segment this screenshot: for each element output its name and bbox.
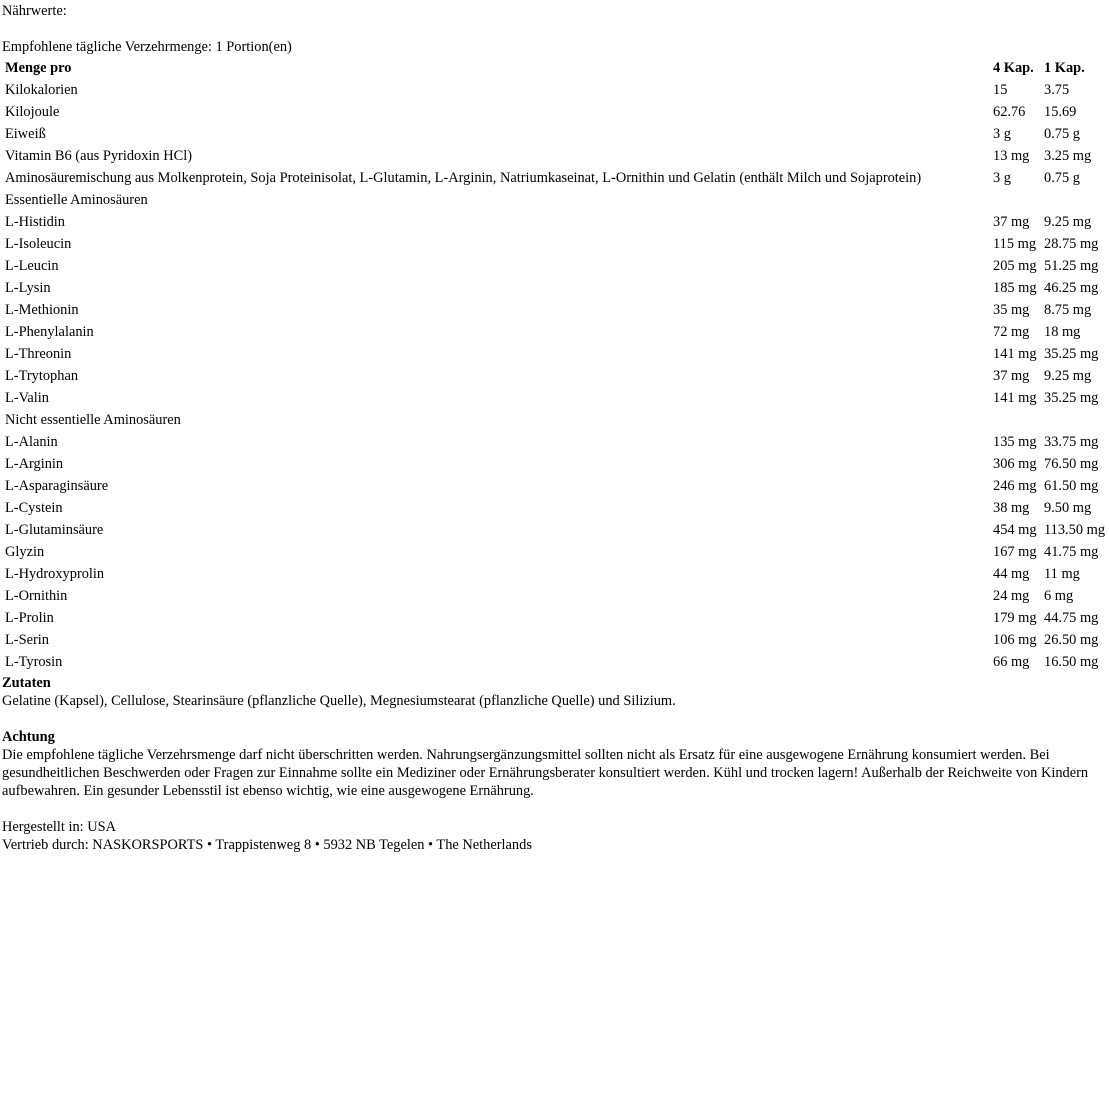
warning-title: Achtung <box>2 729 55 745</box>
nutrient-name: L-Cystein <box>5 500 63 516</box>
value-4-caps: 141 mg <box>993 346 1037 362</box>
ingredients-section <box>2 674 1107 710</box>
table-row <box>4 168 1107 188</box>
value-1-cap: 3.75 <box>1044 82 1070 98</box>
value-4-caps <box>992 410 1041 430</box>
table-row <box>4 366 1107 386</box>
value-4-caps: 38 mg <box>993 500 1030 516</box>
value-1-cap: 16.50 mg <box>1044 654 1099 670</box>
table-row <box>4 388 1107 408</box>
nutrient-name: L-Isoleucin <box>5 236 72 252</box>
table-row <box>4 190 1107 210</box>
value-4-caps: 24 mg <box>993 588 1030 604</box>
value-1-cap <box>1043 410 1107 430</box>
header-1-cap: 1 Kap. <box>1044 60 1085 76</box>
footer-section <box>2 818 1107 854</box>
nutrient-name: Essentielle Aminosäuren <box>5 192 148 208</box>
table-row <box>4 476 1107 496</box>
nutrition-heading: Nährwerte: <box>2 3 67 19</box>
value-1-cap: 8.75 mg <box>1044 302 1092 318</box>
value-4-caps: 141 mg <box>993 390 1037 406</box>
value-1-cap: 9.50 mg <box>1044 500 1092 516</box>
nutrient-name: L-Trytophan <box>5 368 79 384</box>
value-4-caps: 106 mg <box>993 632 1037 648</box>
table-row <box>4 344 1107 364</box>
nutrient-name: L-Leucin <box>5 258 59 274</box>
value-1-cap: 46.25 mg <box>1044 280 1099 296</box>
table-row <box>4 410 1107 430</box>
warning-section <box>2 728 1107 800</box>
value-1-cap: 41.75 mg <box>1044 544 1099 560</box>
spacer <box>2 710 1107 728</box>
value-4-caps: 35 mg <box>993 302 1030 318</box>
table-row <box>4 146 1107 166</box>
nutrient-name: Vitamin B6 (aus Pyridoxin HCl) <box>5 148 193 164</box>
value-4-caps <box>992 190 1041 210</box>
value-1-cap: 9.25 mg <box>1044 368 1092 384</box>
serving-size: Empfohlene tägliche Verzehrmenge: 1 Portion(en) <box>2 39 292 55</box>
table-row <box>4 542 1107 562</box>
value-1-cap: 15.69 <box>1044 104 1077 120</box>
nutrient-name: Kilokalorien <box>5 82 78 98</box>
header-4-caps: 4 Kap. <box>993 60 1034 76</box>
nutrient-name: L-Ornithin <box>5 588 68 604</box>
nutrient-name: L-Hydroxyprolin <box>5 566 105 582</box>
table-row <box>4 234 1107 254</box>
table-row <box>4 564 1107 584</box>
value-1-cap: 35.25 mg <box>1044 390 1099 406</box>
nutrient-name: L-Phenylalanin <box>5 324 94 340</box>
value-4-caps: 167 mg <box>993 544 1037 560</box>
table-row <box>4 432 1107 452</box>
value-4-caps: 66 mg <box>993 654 1030 670</box>
value-1-cap: 33.75 mg <box>1044 434 1099 450</box>
value-1-cap: 0.75 g <box>1044 126 1080 142</box>
table-header-row <box>4 58 1107 78</box>
value-1-cap: 26.50 mg <box>1044 632 1099 648</box>
value-4-caps: 62.76 <box>993 104 1026 120</box>
value-1-cap: 51.25 mg <box>1044 258 1099 274</box>
nutrient-name: L-Methionin <box>5 302 79 318</box>
value-4-caps: 13 mg <box>993 148 1030 164</box>
table-row <box>4 322 1107 342</box>
nutrient-name: L-Asparaginsäure <box>5 478 109 494</box>
nutrient-name: Kilojoule <box>5 104 60 120</box>
nutrition-table <box>2 56 1109 674</box>
table-row <box>4 212 1107 232</box>
value-1-cap: 28.75 mg <box>1044 236 1099 252</box>
value-1-cap: 6 mg <box>1044 588 1074 604</box>
table-body <box>4 80 1107 672</box>
nutrient-name: L-Tyrosin <box>5 654 63 670</box>
table-row <box>4 630 1107 650</box>
table-row <box>4 300 1107 320</box>
made-in: Hergestellt in: USA <box>2 819 117 835</box>
value-1-cap: 0.75 g <box>1044 170 1080 186</box>
value-4-caps: 115 mg <box>993 236 1037 252</box>
nutrient-name: L-Serin <box>5 632 49 648</box>
nutrient-name: L-Arginin <box>5 456 64 472</box>
spacer <box>2 800 1107 818</box>
value-1-cap: 3.25 mg <box>1044 148 1092 164</box>
value-4-caps: 3 g <box>993 126 1011 142</box>
value-4-caps: 306 mg <box>993 456 1037 472</box>
distributor: Vertrieb durch: NASKORSPORTS • Trappistenweg 8 • 5932 NB Tegelen • The Netherlands <box>2 837 532 853</box>
ingredients-title: Zutaten <box>2 675 51 691</box>
value-1-cap: 18 mg <box>1044 324 1081 340</box>
value-1-cap: 9.25 mg <box>1044 214 1092 230</box>
warning-text: Die empfohlene tägliche Verzehrsmenge darf nicht überschritten werden. Nahrungsergänzungsmittel sollten nicht als Ersatz für eine ausgewogene Ernährung konsumiert werden. Bei gesundheitlichen Beschwerden oder Fragen zur Einnahme sollte ein Mediziner oder Ernährungsberater konsultiert werden. Kühl und trocken lagern! Außerhalb der Reichweite von Kindern aufbewahren. Ein gesunder Lebensstil ist ebenso wichtig, wie eine ausgewogene Ernährung. <box>2 747 1089 799</box>
nutrient-name: Eiweiß <box>5 126 46 142</box>
nutrient-name: L-Lysin <box>5 280 51 296</box>
value-4-caps: 37 mg <box>993 368 1030 384</box>
value-4-caps: 3 g <box>993 170 1011 186</box>
value-4-caps: 44 mg <box>993 566 1030 582</box>
nutrient-name: L-Alanin <box>5 434 58 450</box>
value-1-cap <box>1043 190 1107 210</box>
table-row <box>4 124 1107 144</box>
nutrient-name: Nicht essentielle Aminosäuren <box>5 412 181 428</box>
value-1-cap: 113.50 mg <box>1044 522 1106 538</box>
nutrient-name: Aminosäuremischung aus Molkenprotein, Soja Proteinisolat, L-Glutamin, L-Arginin, Natriumkaseinat, L-Ornithin und Gelatin (enthält Milch und Sojaprotein) <box>5 170 922 186</box>
nutrient-name: L-Prolin <box>5 610 54 626</box>
table-row <box>4 608 1107 628</box>
value-4-caps: 185 mg <box>993 280 1037 296</box>
nutrient-name: L-Valin <box>5 390 49 406</box>
value-1-cap: 44.75 mg <box>1044 610 1099 626</box>
nutrient-name: L-Threonin <box>5 346 72 362</box>
table-row <box>4 278 1107 298</box>
table-row <box>4 498 1107 518</box>
table-row <box>4 102 1107 122</box>
table-row <box>4 586 1107 606</box>
value-4-caps: 15 <box>993 82 1008 98</box>
nutrient-name: L-Glutaminsäure <box>5 522 104 538</box>
value-4-caps: 454 mg <box>993 522 1037 538</box>
value-1-cap: 61.50 mg <box>1044 478 1099 494</box>
nutrient-name: L-Histidin <box>5 214 65 230</box>
table-row <box>4 520 1107 540</box>
value-1-cap: 76.50 mg <box>1044 456 1099 472</box>
value-4-caps: 205 mg <box>993 258 1037 274</box>
spacer <box>2 20 1107 38</box>
header-amount-per: Menge pro <box>5 60 72 76</box>
value-4-caps: 72 mg <box>993 324 1030 340</box>
value-4-caps: 135 mg <box>993 434 1037 450</box>
value-4-caps: 246 mg <box>993 478 1037 494</box>
table-row <box>4 256 1107 276</box>
table-row <box>4 454 1107 474</box>
value-4-caps: 37 mg <box>993 214 1030 230</box>
table-row <box>4 652 1107 672</box>
value-1-cap: 35.25 mg <box>1044 346 1099 362</box>
value-1-cap: 11 mg <box>1044 566 1080 582</box>
nutrient-name: Glyzin <box>5 544 45 560</box>
table-row <box>4 80 1107 100</box>
ingredients-text: Gelatine (Kapsel), Cellulose, Stearinsäure (pflanzliche Quelle), Megnesiumstearat (pflanzliche Quelle) und Silizium. <box>2 693 676 709</box>
value-4-caps: 179 mg <box>993 610 1037 626</box>
nutrition-document <box>2 2 1107 854</box>
